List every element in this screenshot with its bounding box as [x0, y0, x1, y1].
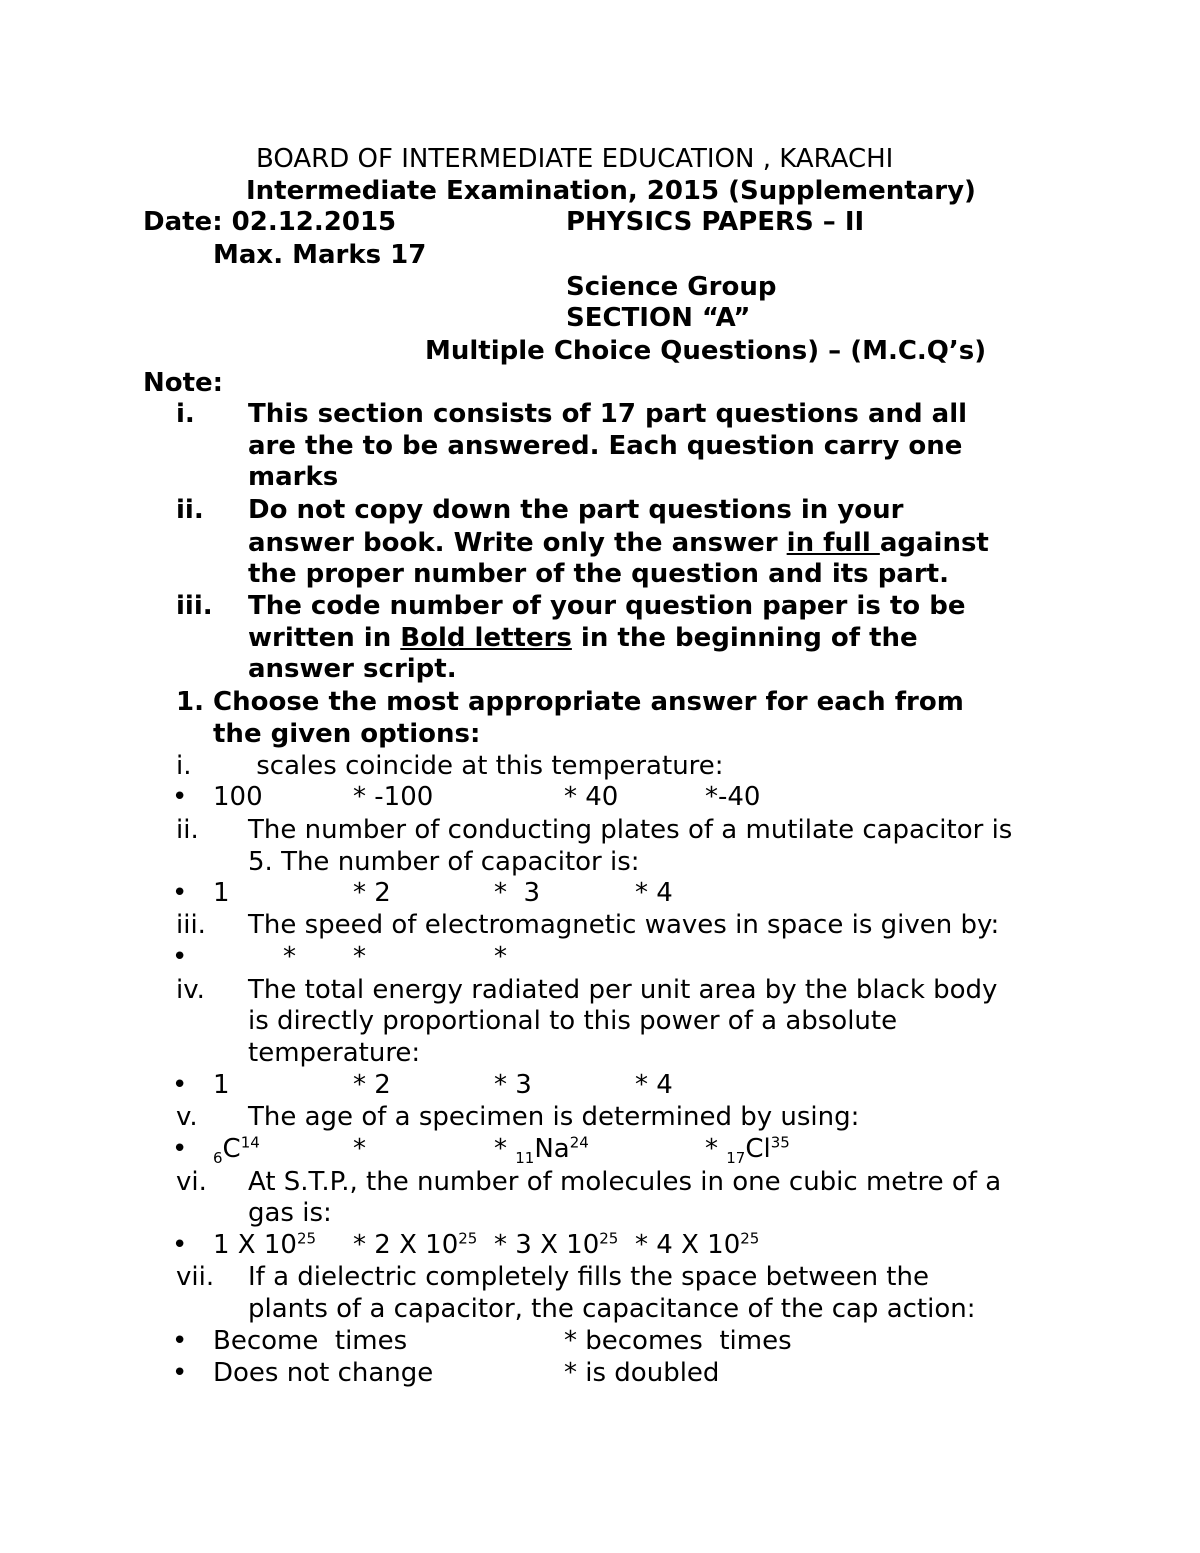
- option-text: 1: [213, 878, 230, 908]
- exponent: 25: [599, 1229, 619, 1248]
- mass-number: 14: [240, 1133, 260, 1152]
- mass-number: 24: [569, 1133, 589, 1152]
- option-text: 1: [213, 1070, 230, 1100]
- atomic-number: 17: [726, 1149, 746, 1168]
- board-title: BOARD OF INTERMEDIATE EDUCATION , KARACHI: [256, 144, 894, 174]
- option-text: * 40: [564, 782, 619, 812]
- question-number: 1.: [176, 687, 204, 717]
- mcq-title: Multiple Choice Questions) – (M.C.Q’s): [425, 336, 987, 366]
- bullet: •: [172, 1358, 188, 1388]
- exam-date: Date: 02.12.2015: [143, 207, 397, 237]
- option-text: *: [283, 942, 296, 972]
- part-text: temperature:: [248, 1038, 421, 1068]
- option-text: * is doubled: [564, 1358, 720, 1388]
- option-isotope: [494, 1133, 589, 1168]
- atomic-number: 6: [213, 1149, 223, 1168]
- bullet: •: [172, 942, 188, 972]
- option-text: * 4: [635, 1070, 673, 1100]
- underlined-text: Bold letters: [400, 623, 572, 653]
- option-text: *: [353, 1134, 366, 1164]
- option-text: *-40: [705, 782, 761, 812]
- note-number: ii.: [176, 495, 204, 525]
- part-text: At S.T.P., the number of molecules in one cubic metre of a: [248, 1167, 1002, 1197]
- note-text-segment: written in: [248, 623, 401, 653]
- part-number: i.: [176, 751, 192, 781]
- group-label: Science Group: [566, 272, 777, 302]
- bullet: •: [172, 1230, 188, 1260]
- underlined-text: in full: [786, 528, 880, 558]
- note-text-line: [248, 527, 989, 559]
- note-text-line: marks: [248, 462, 339, 492]
- option-text: * 4: [635, 878, 673, 908]
- exponent: 25: [740, 1229, 760, 1248]
- option-text: * becomes times: [564, 1326, 792, 1356]
- part-text: plants of a capacitor, the capacitance of the cap action:: [248, 1294, 976, 1324]
- question-text-line: Choose the most appropriate answer for each from: [213, 687, 964, 717]
- option-marker: *: [494, 1134, 516, 1164]
- option-text: Does not change: [213, 1358, 434, 1388]
- part-text: The speed of electromagnetic waves in space is given by:: [248, 910, 1000, 940]
- part-text: If a dielectric completely fills the space between the: [248, 1262, 929, 1292]
- option-text: * 3: [494, 1070, 532, 1100]
- note-text-line: [248, 622, 918, 654]
- atomic-number: 11: [515, 1149, 535, 1168]
- part-text: The age of a specimen is determined by using:: [248, 1102, 860, 1132]
- element-symbol: Na: [534, 1134, 570, 1164]
- note-text-segment: answer book. Write only the answer: [248, 528, 787, 558]
- bullet: •: [172, 1134, 188, 1164]
- note-text-line: the proper number of the question and its part.: [248, 559, 949, 589]
- part-number: vi.: [176, 1167, 207, 1197]
- option-text: * 2: [353, 878, 391, 908]
- part-text: The total energy radiated per unit area by the black body: [248, 975, 998, 1005]
- note-text-segment: in the beginning of the: [571, 623, 918, 653]
- part-text: scales coincide at this temperature:: [248, 751, 724, 781]
- option-text: * 2: [353, 1070, 391, 1100]
- option-text: *: [494, 942, 507, 972]
- exam-title: Intermediate Examination, 2015 (Supplementary): [246, 176, 976, 206]
- option-text: *: [353, 942, 366, 972]
- question-text-line: the given options:: [213, 719, 481, 749]
- part-number: iii.: [176, 910, 206, 940]
- mass-number: 35: [770, 1133, 790, 1152]
- part-number: v.: [176, 1102, 198, 1132]
- option-isotope: [705, 1133, 790, 1168]
- option-text: [353, 1229, 477, 1261]
- section-label: SECTION “A”: [566, 303, 751, 333]
- option-base: * 2 X 10: [353, 1230, 459, 1260]
- bullet: •: [172, 1326, 188, 1356]
- part-number: iv.: [176, 975, 205, 1005]
- note-number: i.: [176, 399, 195, 429]
- bullet: •: [172, 878, 188, 908]
- part-text: The number of conducting plates of a mutilate capacitor is: [248, 815, 1013, 845]
- option-marker: *: [705, 1134, 727, 1164]
- part-number: ii.: [176, 815, 199, 845]
- note-text-line: The code number of your question paper is to be: [248, 591, 966, 621]
- paper-title: PHYSICS PAPERS – II: [566, 207, 865, 237]
- option-base: * 3 X 10: [494, 1230, 600, 1260]
- note-number: iii.: [176, 591, 213, 621]
- part-text: 5. The number of capacitor is:: [248, 847, 640, 877]
- bullet: •: [172, 782, 188, 812]
- option-base: 1 X 10: [213, 1230, 297, 1260]
- option-text: [213, 1229, 316, 1261]
- part-text: gas is:: [248, 1198, 332, 1228]
- note-label: Note:: [143, 368, 224, 398]
- note-text-line: answer script.: [248, 654, 457, 684]
- option-base: * 4 X 10: [635, 1230, 741, 1260]
- option-text: [494, 1229, 618, 1261]
- option-text: Become times: [213, 1326, 408, 1356]
- part-number: vii.: [176, 1262, 215, 1292]
- note-text-line: are the to be answered. Each question carry one: [248, 431, 963, 461]
- exponent: 25: [296, 1229, 317, 1248]
- element-symbol: Cl: [745, 1134, 771, 1164]
- option-isotope: [213, 1133, 260, 1168]
- note-text-line: This section consists of 17 part questions and all: [248, 399, 968, 429]
- bullet: •: [172, 1070, 188, 1100]
- element-symbol: C: [222, 1134, 241, 1164]
- note-text-segment: against: [879, 528, 989, 558]
- option-text: 100: [213, 782, 263, 812]
- note-text-line: Do not copy down the part questions in your: [248, 495, 904, 525]
- option-text: [635, 1229, 759, 1261]
- max-marks: Max. Marks 17: [213, 240, 427, 270]
- exponent: 25: [458, 1229, 478, 1248]
- option-text: * -100: [353, 782, 434, 812]
- option-text: * 3: [494, 878, 541, 908]
- part-text: is directly proportional to this power of a absolute: [248, 1006, 898, 1036]
